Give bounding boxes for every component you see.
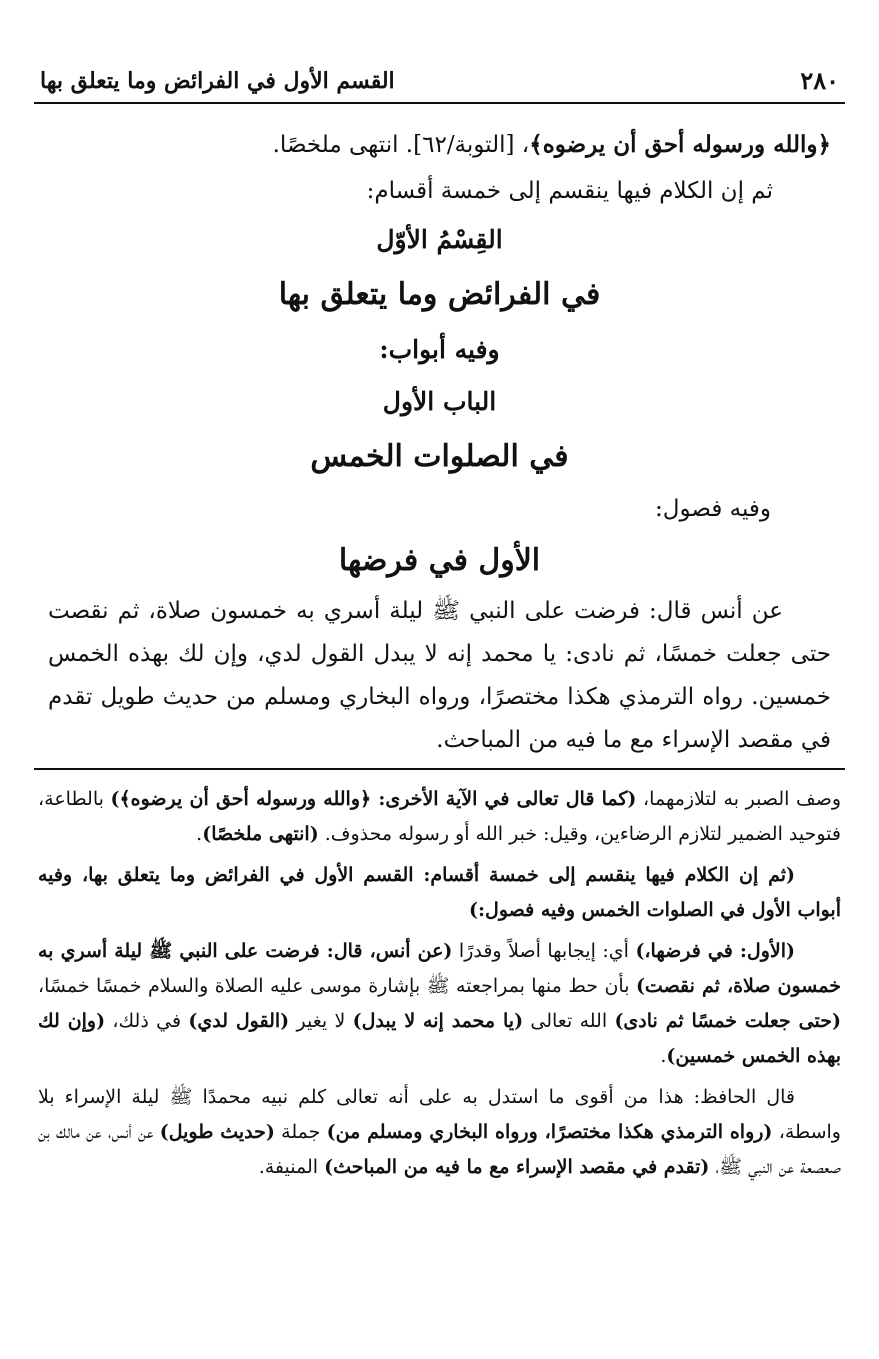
commentary-bold: (انتهى ملخصًا) bbox=[202, 823, 319, 845]
chapter-label: الباب الأول bbox=[382, 387, 497, 416]
commentary-text: الله تعالى bbox=[523, 1010, 615, 1032]
commentary-text: في ذلك، bbox=[105, 1010, 189, 1032]
commentary-text: جملة bbox=[274, 1121, 327, 1143]
commentary-bold: (ثم إن الكلام فيها ينقسم إلى خمسة أقسام: القسم الأول في الفرائض وما يتعلق بها، وفيه أبواب الأول في الصلوات الخمس وفيه فصول:) bbox=[38, 864, 841, 921]
commentary-text: قال الحافظ: هذا من أقوى ما استدل به على أنه تعالى كلم نبيه محمدًا ﷺ ليلة الإسراء بلا واسطة، bbox=[38, 1086, 841, 1143]
commentary-bold: (تقدم في مقصد الإسراء مع ما فيه من المباحث) bbox=[324, 1156, 710, 1178]
chapter-title: في الصلوات الخمس bbox=[310, 439, 569, 474]
intro-line: ثم إن الكلام فيها ينقسم إلى خمسة أقسام: bbox=[366, 178, 773, 204]
commentary-bold: (رواه الترمذي هكذا مختصرًا، ورواه البخاري ومسلم من) bbox=[326, 1121, 773, 1143]
hadith-text: عن أنس قال: فرضت على النبي ﷺ ليلة أسري به خمسون صلاة، ثم نقصت حتى جعلت خمسًا، ثم نادى: يا محمد إنه لا يبدل القول لدي، وإن لك بهذه الخمس خمسين. رواه الترمذي هكذا مختصرًا، ورواه البخاري ومسلم من حديث طويل تقدم في مقصد الإسراء مع ما فيه من المباحث. bbox=[48, 598, 831, 753]
commentary-text: عن أنس، عن مالك بن صعصعة عن النبي ﷺ، bbox=[38, 1121, 841, 1178]
quran-quote-line bbox=[48, 122, 831, 168]
quran-quote: ﴿والله ورسوله أحق أن يرضوه﴾ bbox=[529, 131, 831, 158]
hadith-paragraph bbox=[48, 590, 831, 762]
chapters-label: وفيه أبواب: bbox=[379, 335, 500, 364]
commentary-paragraph-3 bbox=[38, 934, 841, 1074]
quote-citation: ، [التوبة/٦٢]. انتهى ملخصًا. bbox=[272, 132, 530, 158]
commentary-paragraph-1 bbox=[38, 782, 841, 852]
commentary-bold: (الأول: في فرضها،) bbox=[635, 940, 796, 962]
commentary-bold: (كما قال تعالى في الآية الأخرى: ﴿والله ورسوله أحق أن يرضوه﴾) bbox=[110, 788, 637, 810]
commentary-text: المنيفة. bbox=[258, 1156, 325, 1178]
commentary-paragraph-2 bbox=[38, 858, 841, 928]
commentary-text: . bbox=[660, 1045, 667, 1067]
commentary-bold: (حتى جعلت خمسًا ثم نادى) bbox=[614, 1010, 841, 1032]
commentary bbox=[38, 782, 841, 1191]
commentary-text: . bbox=[196, 823, 203, 845]
page-number: ٢٨٠ bbox=[800, 66, 839, 95]
section-title: في الفرائض وما يتعلق بها bbox=[278, 277, 601, 312]
subsection-title: الأول في فرضها bbox=[338, 543, 541, 578]
commentary-paragraph-4 bbox=[38, 1080, 841, 1185]
main-text bbox=[48, 122, 831, 762]
commentary-text: أي: إيجابها أصلاً وقدرًا bbox=[452, 940, 636, 962]
commentary-bold: (يا محمد إنه لا يبدل) bbox=[352, 1010, 524, 1032]
commentary-text: بأن حط منها بمراجعته ﷺ بإشارة موسى عليه الصلاة والسلام خمسًا خمسًا، bbox=[38, 975, 636, 997]
subsections-label: وفيه فصول: bbox=[655, 496, 771, 522]
commentary-bold: (عن أنس، قال: فرضت على النبي ﷺ ليلة أسري به خمسون صلاة، ثم نقصت) bbox=[38, 940, 841, 997]
page-header bbox=[34, 62, 845, 104]
commentary-text: لا يغير bbox=[289, 1010, 353, 1032]
commentary-text: بالطاعة، فتوحيد الضمير لتلازم الرضاءين، وقيل: خبر الله أو رسوله محذوف. bbox=[38, 788, 841, 845]
footnote-divider bbox=[34, 768, 845, 770]
commentary-bold: (وإن لك بهذه الخمس خمسين) bbox=[38, 1010, 841, 1067]
running-title: القسم الأول في الفرائض وما يتعلق بها bbox=[40, 68, 395, 94]
section-label: القِسْمُ الأوّل bbox=[376, 225, 503, 254]
commentary-text: وصف الصبر به لتلازمهما، bbox=[636, 788, 842, 810]
commentary-bold: (حديث طويل) bbox=[159, 1121, 275, 1143]
commentary-bold: (القول لدي) bbox=[188, 1010, 290, 1032]
